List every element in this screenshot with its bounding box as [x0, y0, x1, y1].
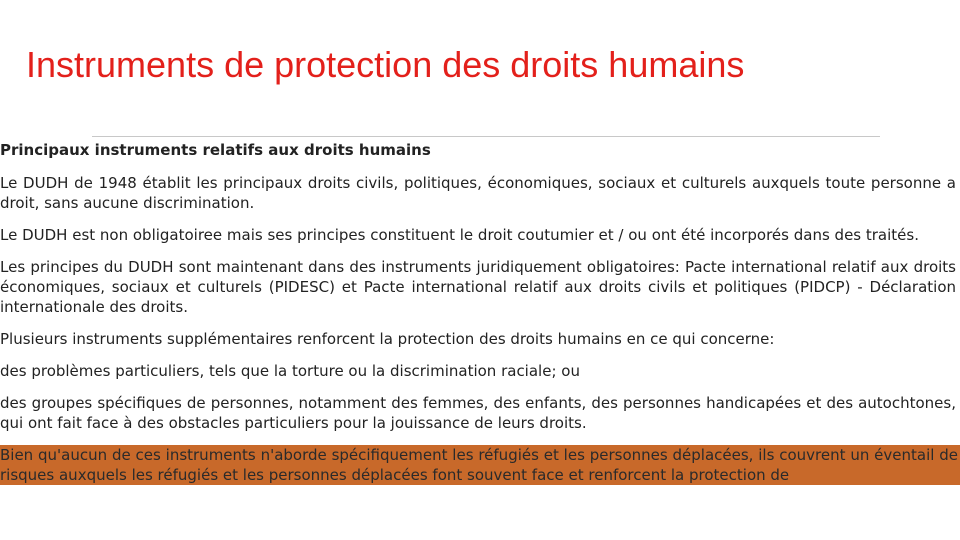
- paragraph-principes-dudh: Les principes du DUDH sont maintenant dans des instruments juridiquement obligatoires: Pacte international relatif aux droits économiques, sociaux et culturels (PIDESC) et Pacte international relatif aux droits civils et politiques (PIDCP) - Déclaration internationale des droits.: [0, 258, 956, 316]
- paragraph-problemes-particuliers: des problèmes particuliers, tels que la torture ou la discrimination raciale; ou: [0, 362, 580, 380]
- paragraph-dudh-non-obligatoire: Le DUDH est non obligatoiree mais ses principes constituent le droit coutumier et / ou ont été incorporés dans des traités.: [0, 226, 919, 244]
- slide-title: Instruments de protection des droits humains: [26, 44, 745, 85]
- slide-body: [0, 140, 956, 485]
- paragraph-instruments-supplementaires: Plusieurs instruments supplémentaires renforcent la protection des droits humains en ce qui concerne:: [0, 330, 775, 348]
- paragraph-groupes-specifiques: des groupes spécifiques de personnes, notamment des femmes, des enfants, des personnes handicapées et des autochtones, qui ont fait face à des obstacles particuliers pour la jouissance de leurs droits.: [0, 394, 956, 432]
- paragraph-dudh-1948: Le DUDH de 1948 établit les principaux droits civils, politiques, économiques, sociaux et culturels auxquels toute personne a droit, sans aucune discrimination.: [0, 174, 956, 212]
- section-heading: Principaux instruments relatifs aux droits humains: [0, 141, 431, 159]
- title-divider: [92, 136, 880, 137]
- highlighted-paragraph: Bien qu'aucun de ces instruments n'aborde spécifiquement les réfugiés et les personnes déplacées, ils couvrent un éventail de risques auxquels les réfugiés et les personnes déplacées font souvent face et renforcent la protection de: [0, 446, 958, 484]
